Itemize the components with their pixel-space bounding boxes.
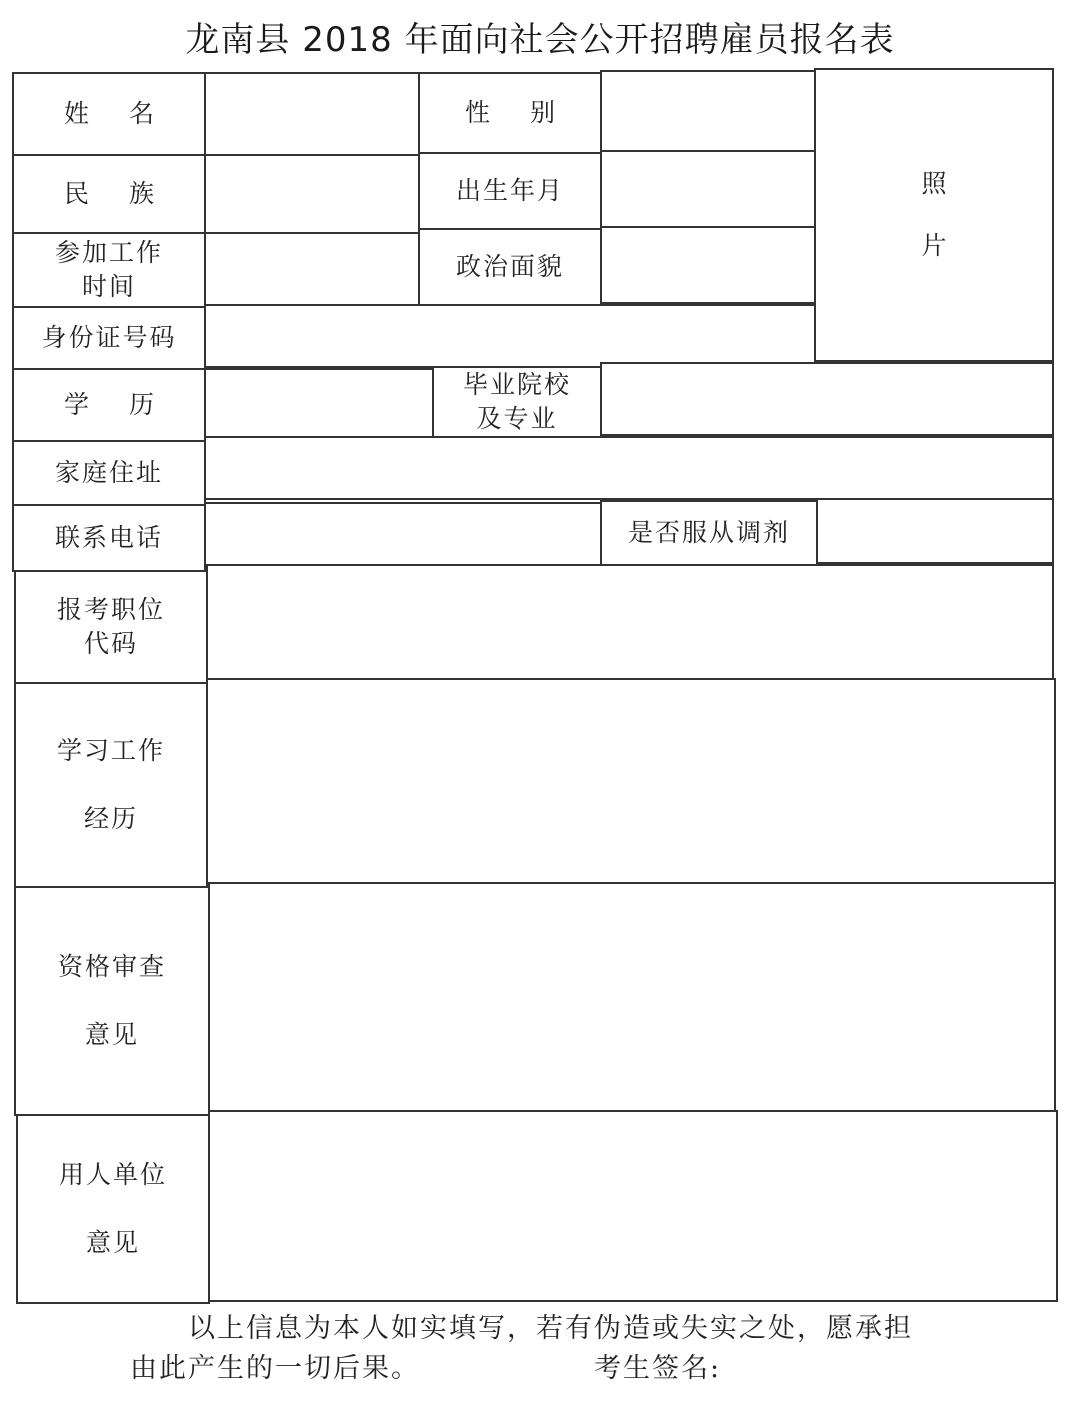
id-number-field[interactable] <box>204 304 816 368</box>
label-birth <box>418 152 602 230</box>
phone-field[interactable] <box>204 502 602 570</box>
study-work-field[interactable] <box>206 678 1056 884</box>
label-school-major-text: 毕业院校 及专业 <box>462 370 571 433</box>
label-work-start-text: 参加工作 时间 <box>54 238 163 301</box>
ethnicity-field[interactable] <box>204 154 420 234</box>
obey-adjust-field[interactable] <box>816 498 1054 564</box>
label-ethnicity-text: 民族 <box>63 179 194 209</box>
photo-box[interactable] <box>814 68 1054 362</box>
label-address <box>12 440 206 506</box>
declaration-line-2: 由此产生的一切后果。 <box>130 1353 420 1384</box>
label-political <box>418 228 602 306</box>
label-political-text: 政治面貌 <box>455 252 564 282</box>
label-study-work-text: 学习工作 经历 <box>56 736 165 833</box>
label-id-number-text: 身份证号码 <box>41 323 177 353</box>
label-gender <box>418 72 602 154</box>
qualification-field[interactable] <box>208 882 1056 1112</box>
photo-label-1: 照 <box>921 169 947 199</box>
label-employer <box>16 1114 210 1304</box>
address-field[interactable] <box>204 436 1054 500</box>
label-qualification <box>14 886 210 1116</box>
label-birth-text: 出生年月 <box>455 176 564 206</box>
gender-field[interactable] <box>600 70 816 152</box>
label-address-text: 家庭住址 <box>54 458 163 488</box>
declaration-line-1: 以上信息为本人如实填写，若有伪造或失实之处，愿承担 <box>188 1313 913 1344</box>
school-major-field[interactable] <box>600 362 1054 436</box>
label-obey-adjust-text: 是否服从调剂 <box>627 518 790 548</box>
label-qualification-text: 资格审查 意见 <box>57 952 166 1049</box>
label-gender-text: 性别 <box>464 98 595 128</box>
name-field[interactable] <box>204 72 420 156</box>
label-position-code-text: 报考职位 代码 <box>56 595 165 658</box>
signature-label: 考生签名: <box>594 1353 722 1384</box>
label-ethnicity <box>12 154 206 234</box>
position-code-field[interactable] <box>206 564 1054 680</box>
political-field[interactable] <box>600 226 816 304</box>
label-employer-text: 用人单位 意见 <box>58 1160 167 1257</box>
label-phone-text: 联系电话 <box>54 523 163 553</box>
label-study-work <box>14 682 208 888</box>
label-obey-adjust <box>600 500 818 566</box>
label-phone <box>12 504 206 572</box>
form-title: 龙南县 2018 年面向社会公开招聘雇员报名表 <box>185 20 895 60</box>
education-field[interactable] <box>204 368 434 440</box>
label-name-text: 姓名 <box>63 99 194 129</box>
label-work-start <box>12 232 206 308</box>
label-education <box>12 368 206 442</box>
label-school-major <box>432 366 602 438</box>
label-name <box>12 72 206 156</box>
label-id-number <box>12 306 206 370</box>
label-position-code <box>14 570 208 684</box>
work-start-field[interactable] <box>204 232 420 308</box>
employer-field[interactable] <box>208 1110 1058 1302</box>
birth-field[interactable] <box>600 150 816 228</box>
label-education-text: 学历 <box>63 390 194 420</box>
photo-label-2: 片 <box>921 231 947 260</box>
